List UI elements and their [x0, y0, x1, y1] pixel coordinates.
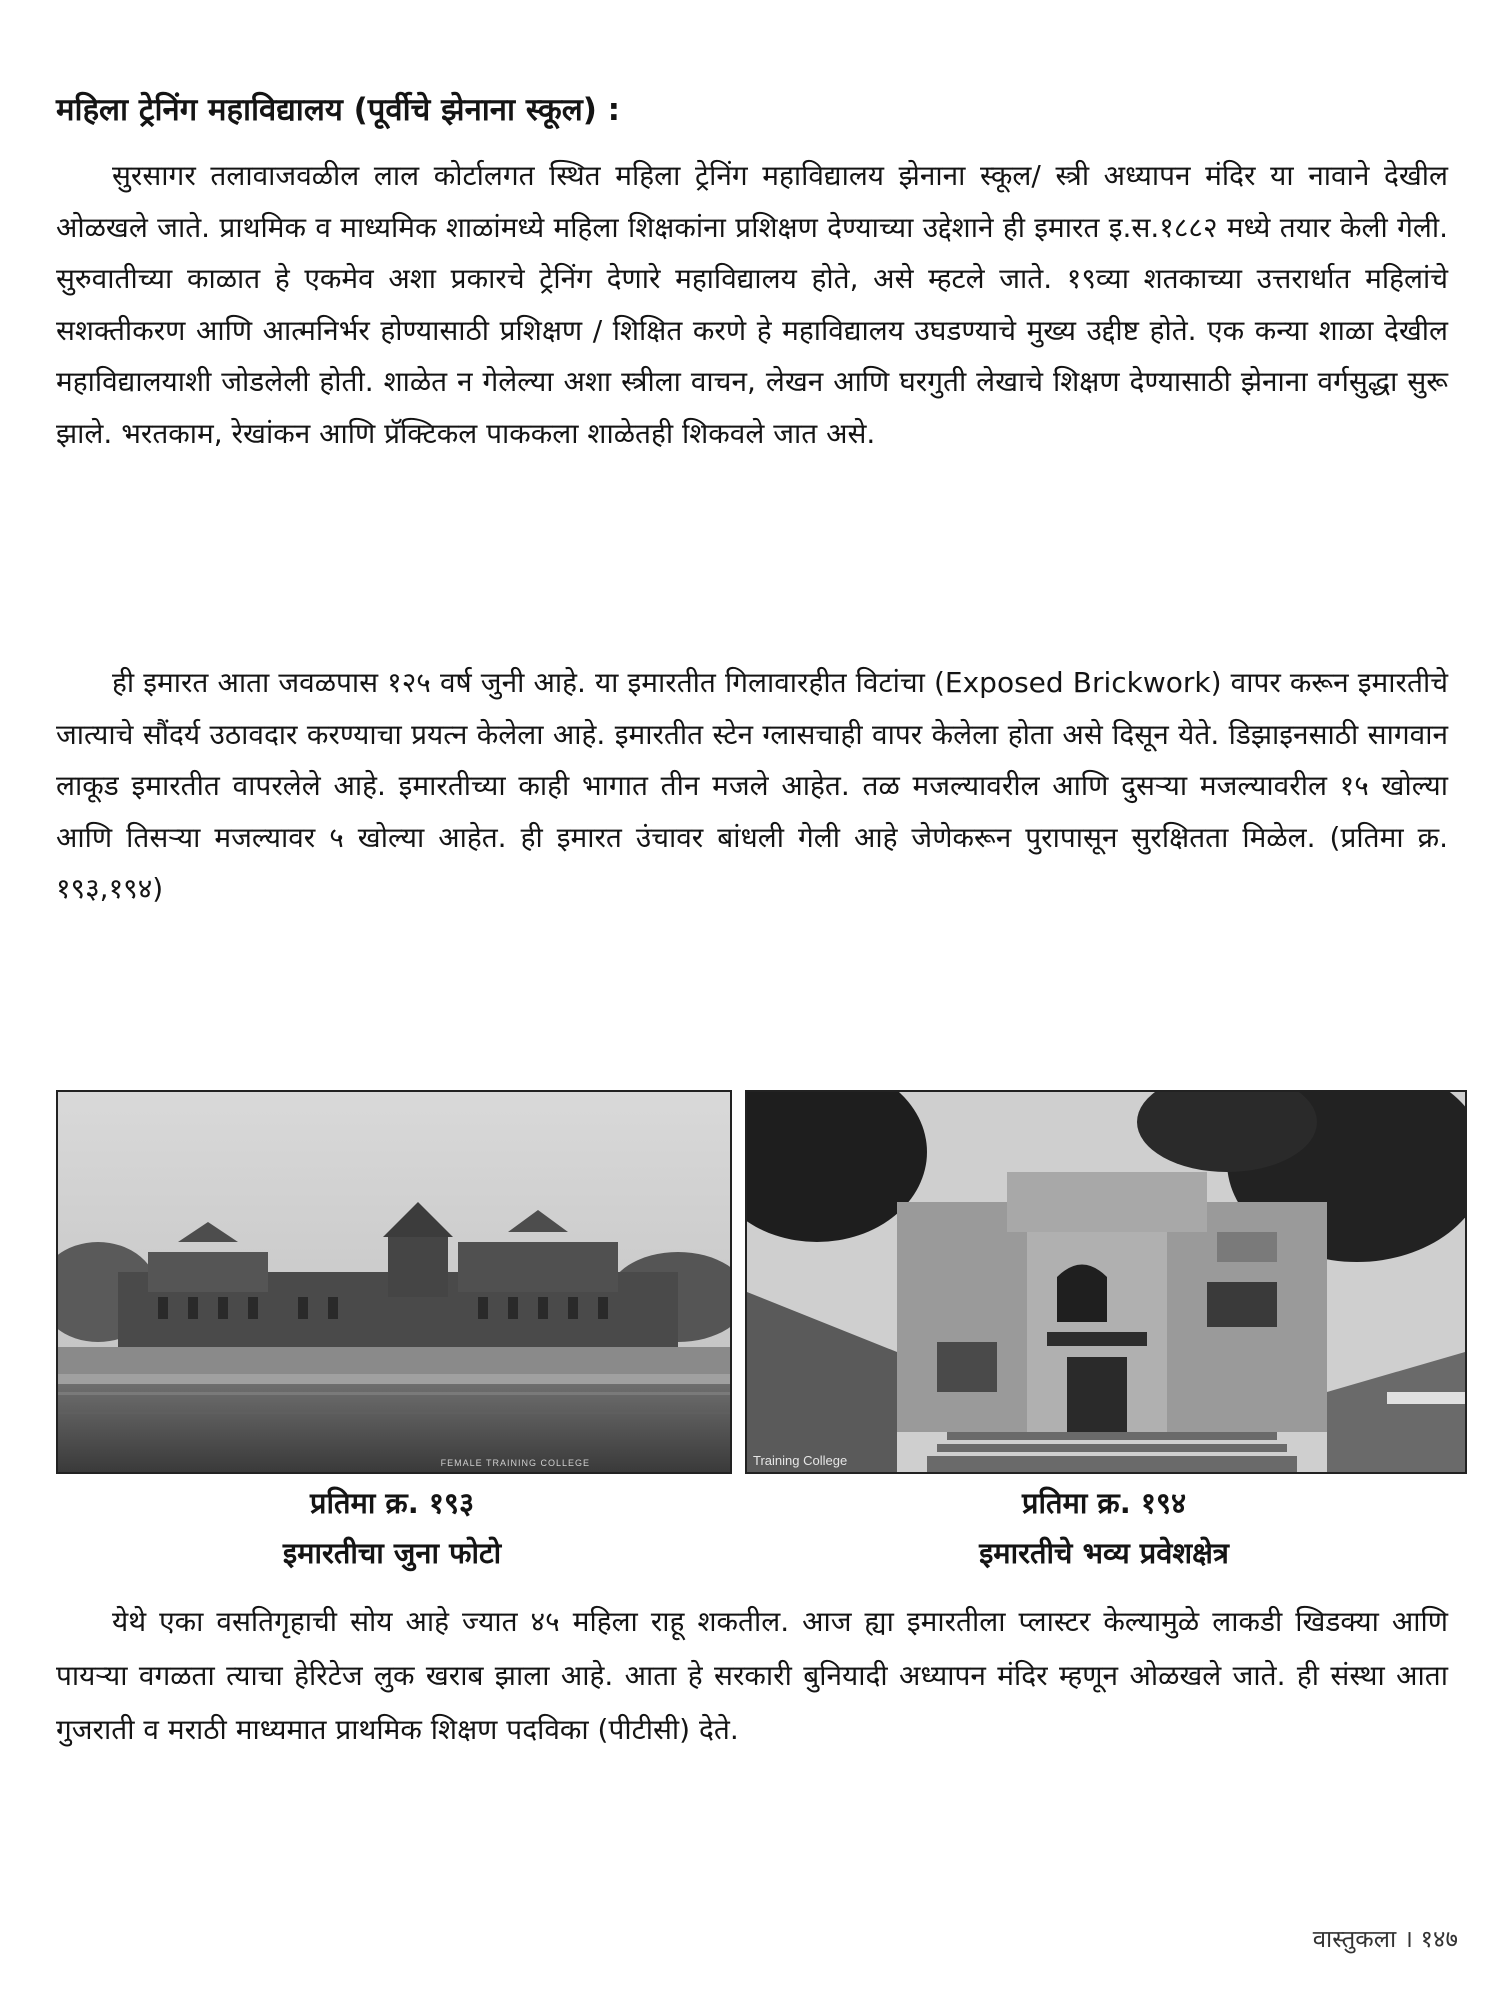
page-footer: वास्तुकला । १४७: [1312, 1925, 1458, 1953]
photo-watermark-label: Training College: [753, 1453, 848, 1468]
figure-caption-193: [56, 1478, 728, 1578]
paragraph-history: सुरसागर तलावाजवळील लाल कोर्टालगत स्थित महिला ट्रेनिंग महाविद्यालय झेनाना स्कूल/ स्त्री अध्यापन मंदिर या नावाने देखील ओळखले जाते. प्राथमिक व माध्यमिक शाळांमध्ये महिला शिक्षकांना प्रशिक्षण देण्याच्या उद्देशाने ही इमारत इ.स.१८८२ मध्ये तयार केली गेली. सुरुवातीच्या काळात हे एकमेव अशा प्रकारचे ट्रेनिंग देणारे महाविद्यालय होते, असे म्हटले जाते. १९व्या शतकाच्या उत्तरार्धात महिलांचे सशक्तीकरण आणि आत्मनिर्भर होण्यासाठी प्रशिक्षण / शिक्षित करणे हे महाविद्यालय उघडण्याचे मुख्य उद्दीष्ट होते. एक कन्या शाळा देखील महाविद्यालयाशी जोडलेली होती. शाळेत न गेलेल्या अशा स्त्रीला वाचन, लेखन आणि घरगुती लेखाचे शिक्षण देण्यासाठी झेनाना वर्गसुद्धा सुरू झाले. भरतकाम, रेखांकन आणि प्रॅक्टिकल पाककला शाळेतही शिकवले जात असे.: [56, 159, 1448, 450]
old-building-photo: [58, 1092, 730, 1472]
figure-entrance-photo: [745, 1090, 1467, 1474]
paragraph-architecture: ही इमारत आता जवळपास १२५ वर्ष जुनी आहे. या इमारतीत गिलावारहीत विटांचा (Exposed Brickwork) वापर करून इमारतीचे जात्याचे सौंदर्य उठावदार करण्याचा प्रयत्न केलेला आहे. इमारतीत स्टेन ग्लासचाही वापर केलेला होता असे दिसून येते. डिझाइनसाठी सागवान लाकूड इमारतीत वापरलेले आहे. इमारतीच्या काही भागात तीन मजले आहेत. तळ मजल्यावरील आणि दुसऱ्या मजल्यावरील १५ खोल्या आणि तिसऱ्या मजल्यावर ५ खोल्या आहेत. ही इमारत उंचावर बांधली गेली आहे जेणेकरून पुरापासून सुरक्षितता मिळेल. (प्रतिमा क्र. १९३,१९४): [56, 666, 1448, 905]
paragraph-present-use: येथे एका वसतिगृहाची सोय आहे ज्यात ४५ महिला राहू शकतील. आज ह्या इमारतीला प्लास्टर केल्यामुळे लाकडी खिडक्या आणि पायऱ्या वगळता त्याचा हेरिटेज लुक खराब झाला आहे. आता हे सरकारी बुनियादी अध्यापन मंदिर म्हणून ओळखले जाते. ही संस्था आता गुजराती व मराठी माध्यमात प्राथमिक शिक्षण पदविका (पीटीसी) देते.: [56, 1605, 1448, 1746]
figure-old-photo: [56, 1090, 732, 1474]
figure-number: प्रतिमा क्र. १९४: [1021, 1486, 1187, 1520]
figure-caption-text: इमारतीचे भव्य प्रवेशक्षेत्र: [979, 1536, 1229, 1570]
entrance-building-photo: [747, 1092, 1465, 1472]
photo-watermark-label: FEMALE TRAINING COLLEGE: [440, 1458, 590, 1468]
figure-caption-text: इमारतीचा जुना फोटो: [282, 1536, 502, 1570]
figure-number: प्रतिमा क्र. १९३: [309, 1486, 475, 1520]
section-heading: महिला ट्रेनिंग महाविद्यालय (पूर्वीचे झेनाना स्कूल) :: [56, 92, 621, 128]
figure-caption-194: [745, 1478, 1463, 1578]
